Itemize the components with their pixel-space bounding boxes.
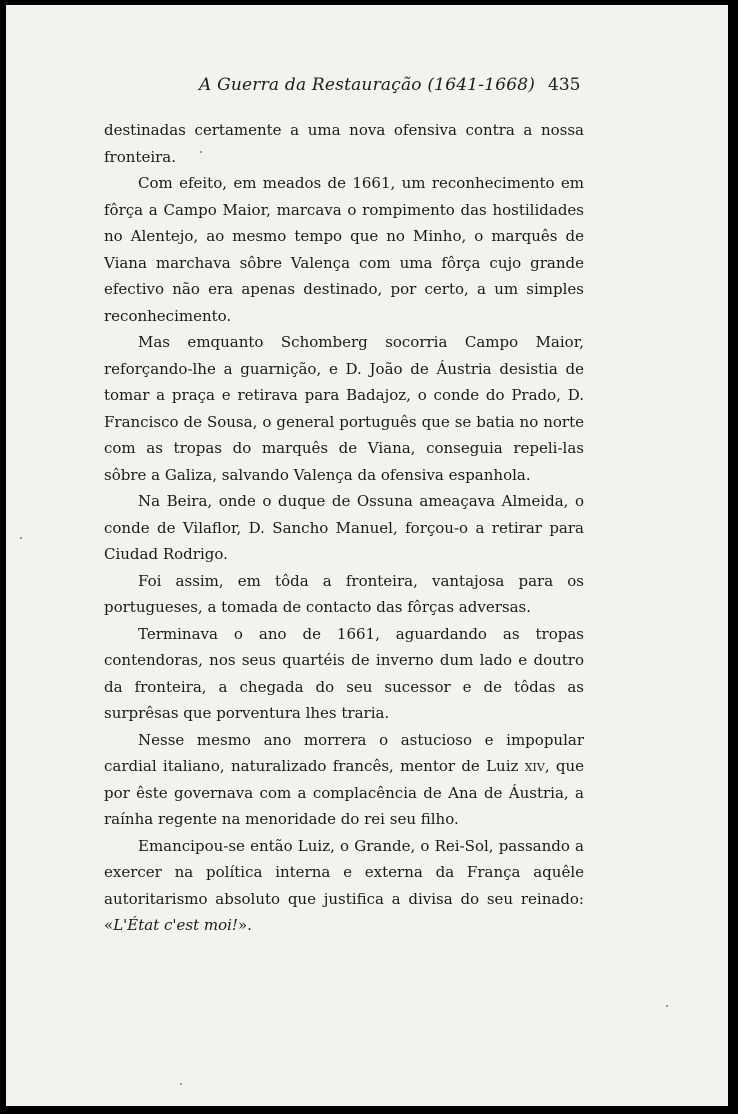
running-title: A Guerra da Restauração (1641-1668) <box>199 75 536 95</box>
body-text <box>104 117 584 939</box>
book-page <box>6 5 728 1106</box>
paragraph: destinadas certamente a uma nova ofensiva contra a nossa fronteira. <box>104 121 584 166</box>
paragraph <box>104 727 584 833</box>
page-header <box>6 75 728 101</box>
roman-numeral: xiv <box>524 757 545 775</box>
paper-speck <box>666 1005 668 1007</box>
paragraph: Foi assim, em tôda a fronteira, vantajosa para os portugueses, a tomada de contacto das fôrças adversas. <box>104 571 584 616</box>
paper-speck <box>20 537 22 539</box>
paper-speck <box>200 151 202 153</box>
paragraph <box>104 833 584 939</box>
page-number: 435 <box>548 75 581 95</box>
paragraph-text: Nesse mesmo ano morrera o astucioso e impopular cardial italiano, naturalizado francês, mentor de Luiz <box>104 730 584 775</box>
paragraph: Com efeito, em meados de 1661, um reconhecimento em fôrça a Campo Maior, marcava o rompimento das hostilidades no Alentejo, ao mesmo tempo que no Minho, o marquês de Viana marchava sôbre Valença com uma fôrça cujo grande efectivo não era apenas destinado, por certo, a um simples reconhecimento. <box>104 174 584 325</box>
paper-speck <box>180 1083 182 1085</box>
paragraph-text: Emancipou-se então Luiz, o Grande, o Rei-Sol, passando a exercer na política interna e externa da França aquêle autoritarismo absoluto que justifica a divisa do seu reinado: « <box>104 836 584 934</box>
paragraph: Mas emquanto Schomberg socorria Campo Maior, reforçando-lhe a guarnição, e D. João de Áustria desistia de tomar a praça e retirava para Badajoz, o conde do Prado, D. Francisco de Sousa, o general português que se batia no norte com as tropas do marquês de Viana, conseguia repeli-las sôbre a Galiza, salvando Valença da ofensiva espanhola. <box>104 333 584 484</box>
paragraph: Terminava o ano de 1661, aguardando as tropas contendoras, nos seus quartéis de inverno dum lado e doutro da fronteira, a chegada do seu sucessor e de tôdas as surprêsas que porventura lhes traria. <box>104 624 584 722</box>
motto-quote: L'État c'est moi! <box>113 916 238 934</box>
paragraph: Na Beira, onde o duque de Ossuna ameaçava Almeida, o conde de Vilaflor, D. Sancho Manuel, forçou-o a retirar para Ciudad Rodrigo. <box>104 492 584 563</box>
paragraph-text: ». <box>237 916 252 934</box>
paragraph-text: , que por êste governava com a complacência de Ana de Áustria, a raínha regente na menoridade do rei seu filho. <box>104 757 584 828</box>
